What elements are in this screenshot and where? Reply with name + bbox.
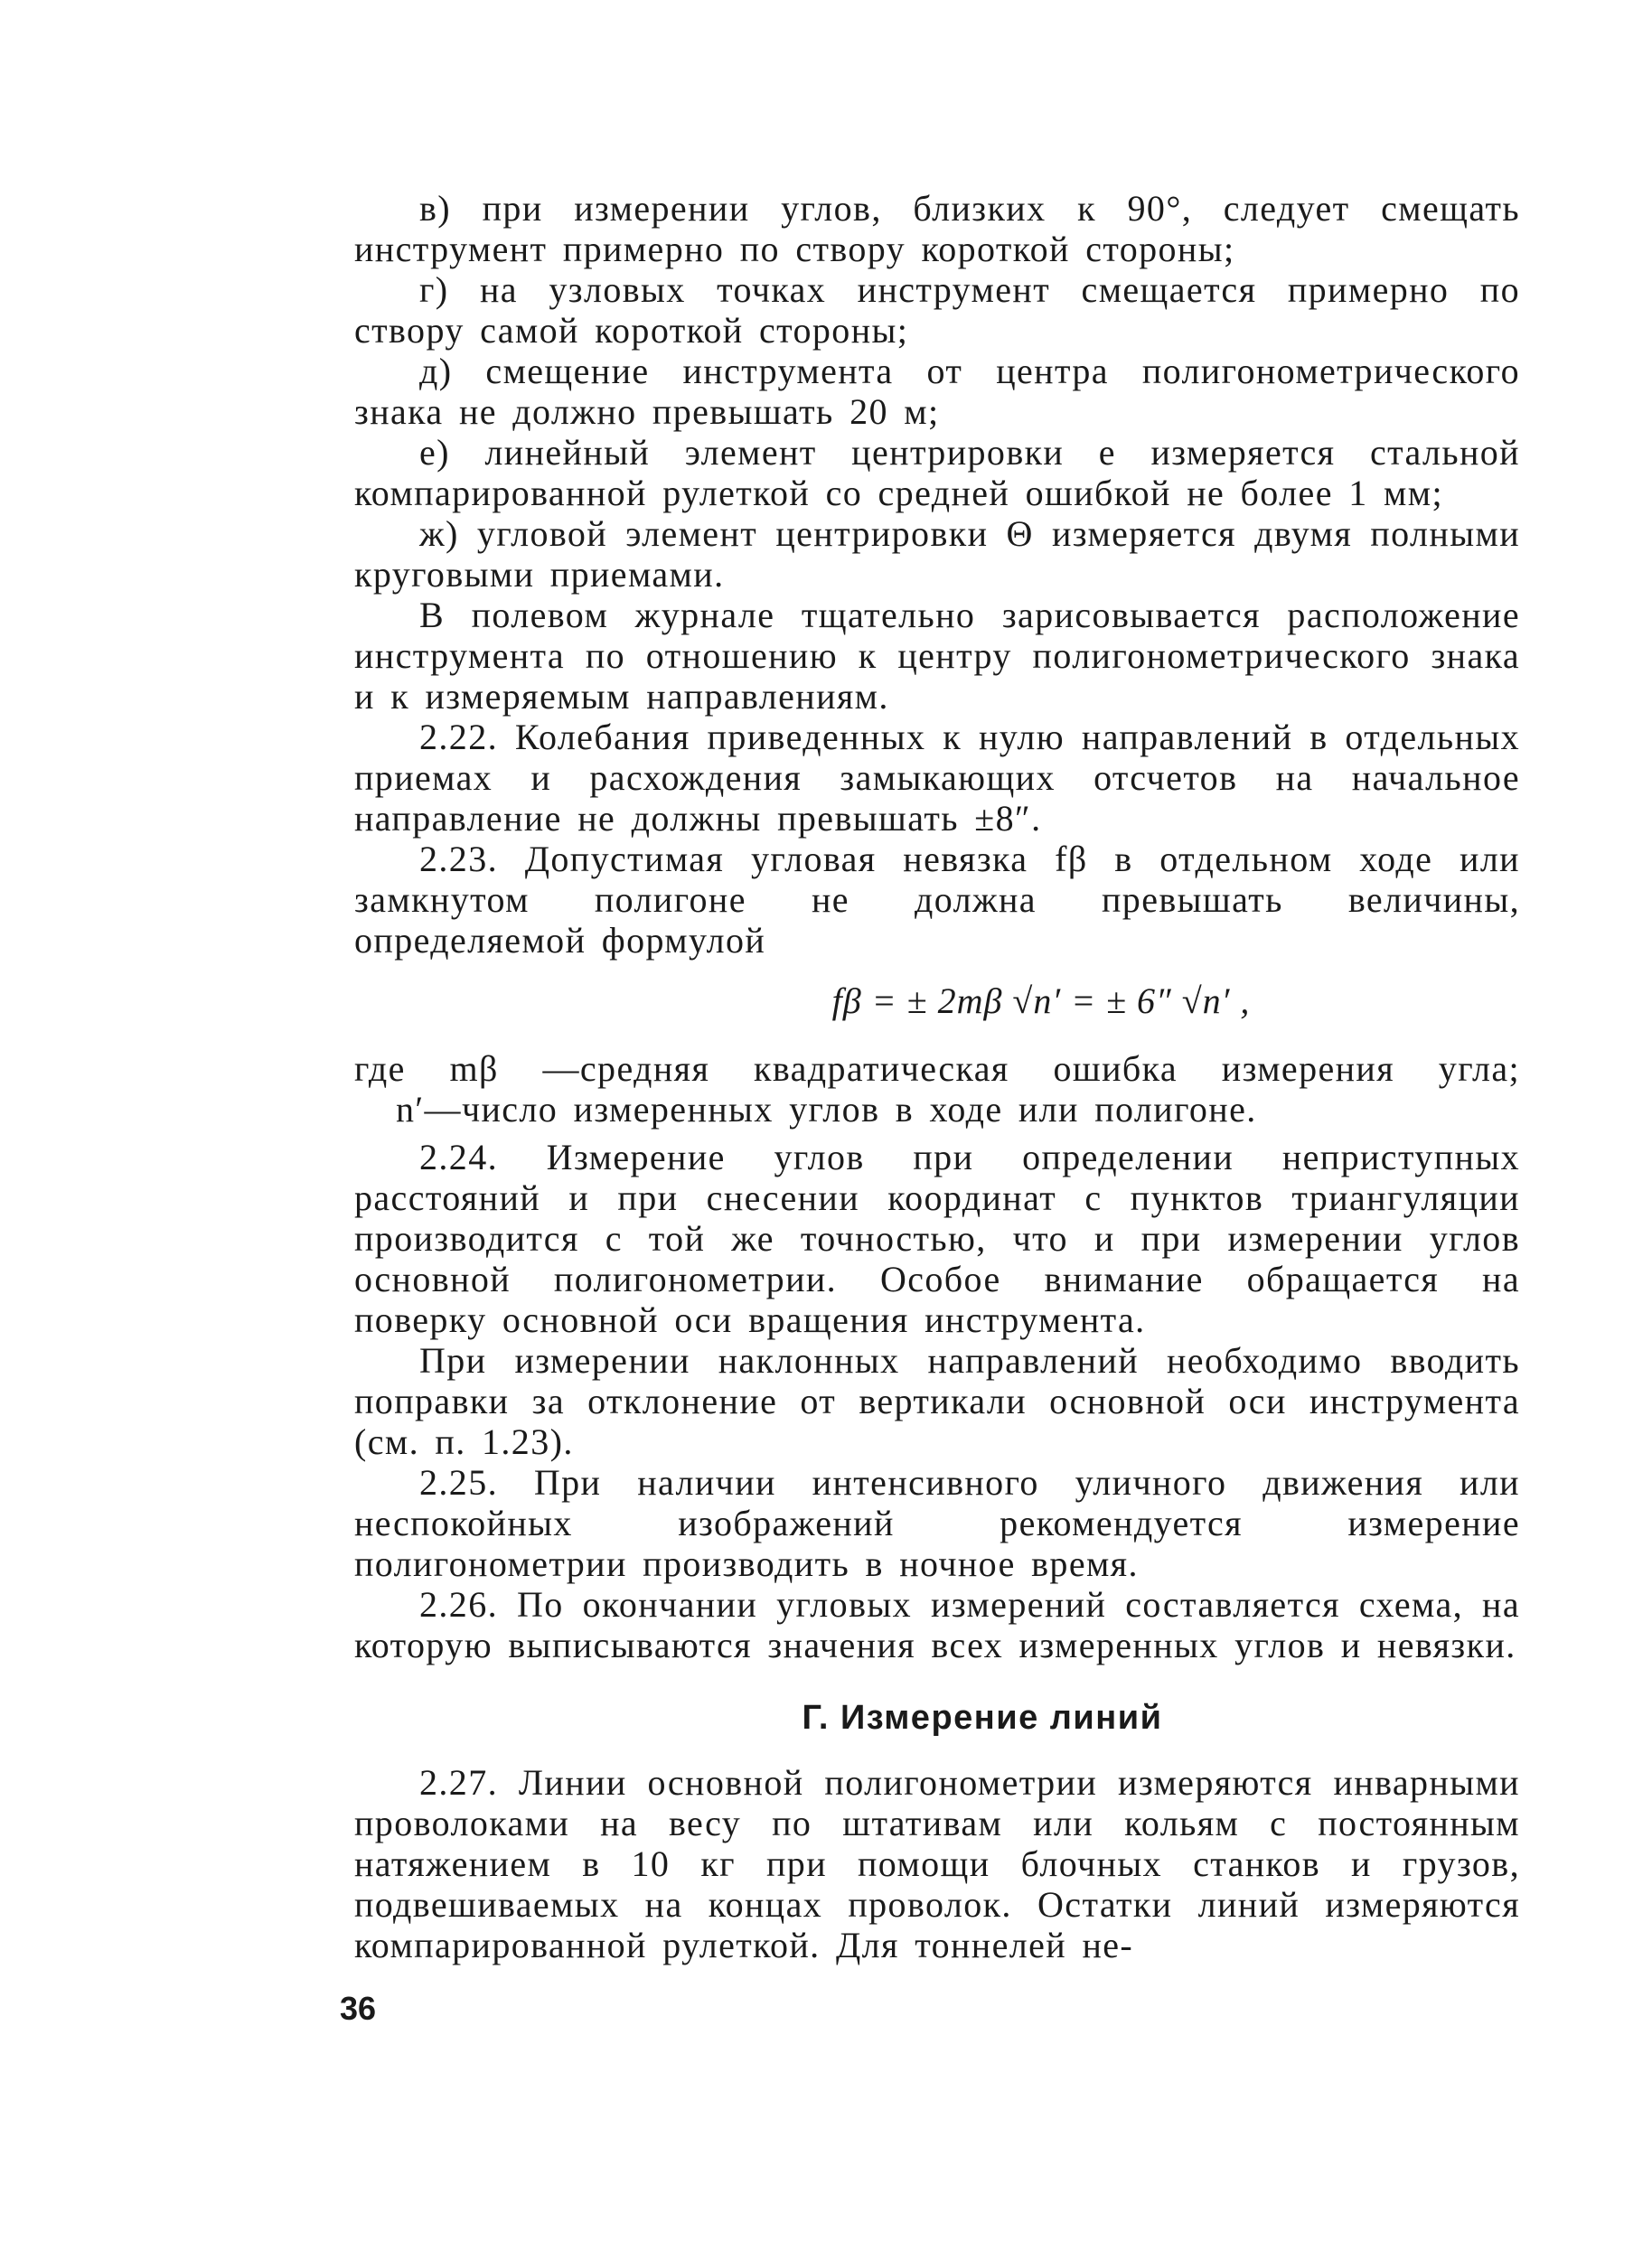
paragraph-item-v: в) при измерении углов, близких к 90°, следует смещать инструмент примерно по створу короткой стороны; <box>354 188 1520 269</box>
paragraph-2-23: 2.23. Допустимая угловая невязка fβ в отдельном ходе или замкнутом полигоне не должна превышать величины, определяемой формулой <box>354 839 1520 961</box>
paragraph-item-d: д) смещение инструмента от центра полигонометрического знака не должно превышать 20 м; <box>354 351 1520 432</box>
paragraph-2-27: 2.27. Линии основной полигонометрии измеряются инварными проволоками на весу по штативам или кольям с постоянным натяжением в 10 кг при помощи блочных станков и грузов, подвешиваемых на концах проволок. Остатки линий измеряются компарированной рулеткой. Для тоннелей не- <box>354 1762 1520 1965</box>
formula-angular-misclosure: fβ = ± 2mβ √n′ = ± 6″ √n′ , <box>831 980 1251 1021</box>
formula-legend-m: где mβ —средняя квадратическая ошибка измерения угла; <box>354 1048 1520 1089</box>
paragraph-item-e: е) линейный элемент центрировки e измеряется стальной компарированной рулеткой со средней ошибкой не более 1 мм; <box>354 432 1520 513</box>
paragraph-item-g: г) на узловых точках инструмент смещается примерно по створу самой короткой стороны; <box>354 269 1520 351</box>
paragraph-2-25: 2.25. При наличии интенсивного уличного движения или неспокойных изображений рекомендуется измерение полигонометрии производить в ночное время. <box>354 1462 1520 1584</box>
page-number: 36 <box>340 1990 377 2027</box>
document-body <box>354 188 1520 1965</box>
paragraph-2-22: 2.22. Колебания приведенных к нулю направлений в отдельных приемах и расхождения замыкающих отсчетов на начальное направление не должны превышать ±8″. <box>354 717 1520 839</box>
paragraph-item-zh: ж) угловой элемент центрировки Θ измеряется двумя полными круговыми приемами. <box>354 513 1520 595</box>
paragraph-2-26: 2.26. По окончании угловых измерений составляется схема, на которую выписываются значения всех измеренных углов и невязки. <box>354 1584 1520 1665</box>
formula-legend-n: n′—число измеренных углов в ходе или полигоне. <box>396 1089 1257 1130</box>
paragraph-2-24: 2.24. Измерение углов при определении неприступных расстояний и при снесении координат с пунктов триангуляции производится с той же точностью, что и при измерении углов основной полигонометрии. Особое внимание обращается на поверку основной оси вращения инструмента. <box>354 1137 1520 1340</box>
paragraph-inclined-directions: При измерении наклонных направлений необходимо вводить поправки за отклонение от вертикали основной оси инструмента (см. п. 1.23). <box>354 1340 1520 1462</box>
paragraph-field-journal: В полевом журнале тщательно зарисовывается расположение инструмента по отношению к центру полигонометрического знака и к измеряемым направлениям. <box>354 595 1520 717</box>
section-heading: Г. Измерение линий <box>802 1699 1163 1737</box>
